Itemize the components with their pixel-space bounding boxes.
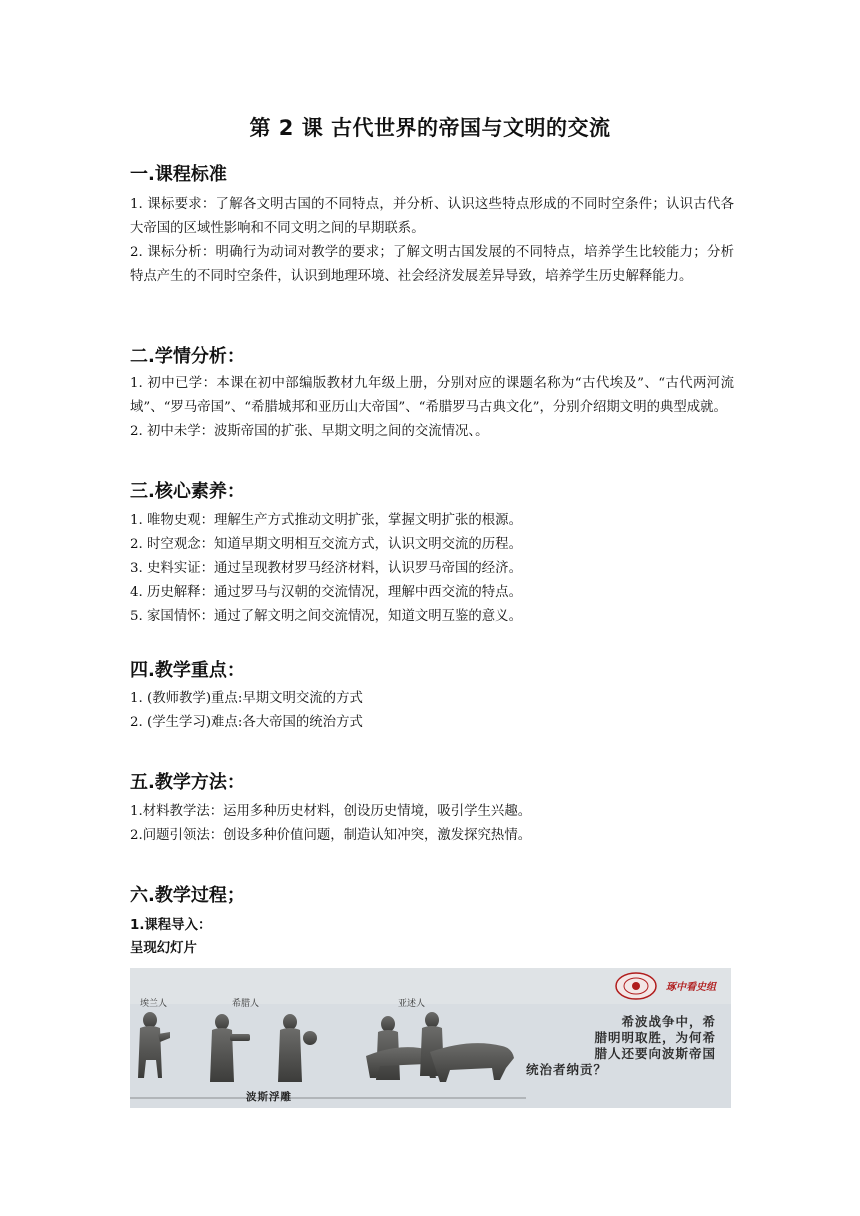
persian-relief-figures	[130, 998, 526, 1108]
caption-line: 希波战争中，希	[621, 1014, 716, 1029]
section-heading-teaching-method: 五.教学方法：	[130, 772, 245, 793]
slide-image	[130, 968, 731, 1108]
label-greek: 希腊人	[232, 999, 260, 1009]
caption-line: 腊人还要向波斯帝国	[594, 1046, 716, 1061]
list-item: 2.问题引领法：创设多种价值问题，制造认知冲突，激发探究热情。	[130, 828, 532, 843]
section-heading-teaching-process: 六.教学过程；	[130, 885, 245, 906]
label-elamite: 埃兰人	[140, 999, 168, 1009]
section-heading-learner-analysis: 二.学情分析：	[130, 346, 245, 367]
section-body-curriculum-standard	[130, 193, 734, 289]
list-item: 1. 唯物史观：理解生产方式推动文明扩张，掌握文明扩张的根源。	[130, 513, 522, 528]
page-title: 第 2 课 古代世界的帝国与文明的交流	[249, 116, 611, 140]
list-item: 2. 初中未学：波斯帝国的扩张、早期文明之间的交流情况、。	[130, 424, 489, 439]
list-item: 1. (教师教学)重点:早期文明交流的方式	[130, 691, 363, 706]
process-step-note: 呈现幻灯片	[130, 941, 197, 956]
list-item: 1.材料教学法：运用多种历史材料，创设历史情境，吸引学生兴趣。	[130, 804, 532, 819]
section-body-learner-analysis	[130, 372, 734, 444]
list-item: 2. 时空观念：知道早期文明相互交流方式，认识文明交流的历程。	[130, 537, 522, 552]
list-item: 4. 历史解释：通过罗马与汉朝的交流情况，理解中西交流的特点。	[130, 585, 522, 600]
section-heading-curriculum-standard: 一.课程标准	[130, 164, 227, 185]
process-step-title: 1.课程导入：	[130, 918, 212, 933]
section-body-teaching-method	[130, 800, 734, 848]
list-item: 1. 课标要求：了解各文明古国的不同特点，并分析、认识这些特点形成的不同时空条件；认识古代各大帝国的区域性影响和不同文明之间的早期联系。	[130, 197, 734, 236]
list-item: 1. 初中已学：本课在初中部编版教材九年级上册，分别对应的课题名称为“古代埃及”、“古代两河流域”、“罗马帝国”、“希腊城邦和亚历山大帝国”、“希腊罗马古典文化”，分别介绍期文明的典型成就。	[130, 376, 734, 415]
label-assyrian: 亚述人	[398, 999, 426, 1009]
list-item: 5. 家国情怀：通过了解文明之间交流情况，知道文明互鉴的意义。	[130, 609, 522, 624]
caption-line: 统治者纳贡？	[526, 1062, 608, 1077]
section-body-teaching-focus	[130, 687, 734, 735]
list-item: 2. (学生学习)难点:各大帝国的统治方式	[130, 715, 363, 730]
section-body-core-literacy	[130, 509, 734, 629]
relief-title: 波斯浮雕	[246, 1091, 292, 1103]
section-heading-core-literacy: 三.核心素养：	[130, 481, 245, 502]
list-item: 3. 史料实证：通过呈现教材罗马经济材料，认识罗马帝国的经济。	[130, 561, 522, 576]
list-item: 2. 课标分析：明确行为动词对教学的要求；了解文明古国发展的不同特点，培养学生比较能力；分析特点产生的不同时空条件，认识到地理环境、社会经济发展差异导致，培养学生历史解释能力。	[130, 245, 734, 284]
caption-line: 腊明明取胜，为何希	[594, 1030, 716, 1045]
logo-text: 琢中看史组	[666, 982, 716, 993]
section-heading-teaching-focus: 四.教学重点：	[130, 660, 245, 681]
slide-question-caption	[526, 1014, 716, 1078]
school-seal-icon	[614, 971, 658, 1001]
